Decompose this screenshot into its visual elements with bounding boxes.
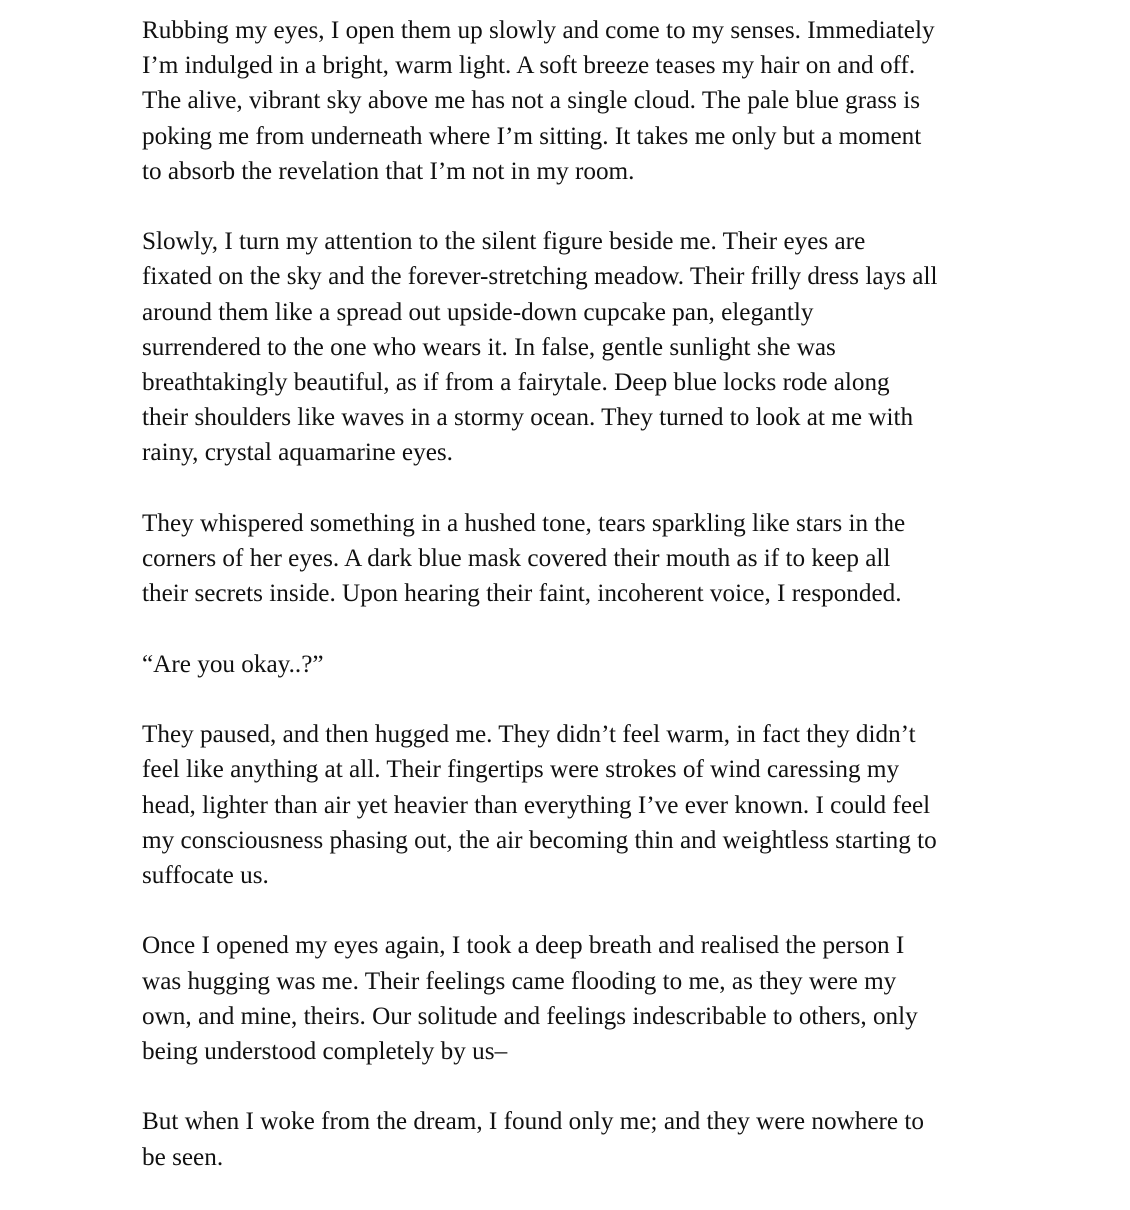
document-body — [142, 13, 1002, 1210]
text-line: to absorb the revelation that I’m not in my room. — [142, 157, 635, 185]
paragraph-7 — [142, 1104, 1002, 1174]
text-line: my consciousness phasing out, the air becoming thin and weightless starting to — [142, 826, 937, 854]
paragraph-1 — [142, 13, 1002, 189]
text-line: their shoulders like waves in a stormy ocean. They turned to look at me with — [142, 404, 914, 432]
text-line: own, and mine, theirs. Our solitude and feelings indescribable to others, only — [142, 1002, 918, 1030]
text-line: They paused, and then hugged me. They didn’t feel warm, in fact they didn’t — [142, 721, 916, 749]
text-line: rainy, crystal aquamarine eyes. — [142, 439, 453, 467]
text-line: Once I opened my eyes again, I took a deep breath and realised the person I — [142, 932, 905, 960]
text-line: around them like a spread out upside-down cupcake pan, elegantly — [142, 298, 814, 326]
paragraph-2 — [142, 224, 1002, 470]
text-line: I’m indulged in a bright, warm light. A soft breeze teases my hair on and off. — [142, 52, 916, 80]
text-line: their secrets inside. Upon hearing their faint, incoherent voice, I responded. — [142, 580, 902, 608]
text-line: Rubbing my eyes, I open them up slowly and come to my senses. Immediately — [142, 17, 935, 44]
text-line: The alive, vibrant sky above me has not a single cloud. The pale blue grass is — [142, 87, 921, 115]
text-line: They whispered something in a hushed tone, tears sparkling like stars in the — [142, 509, 906, 537]
paragraph-6 — [142, 928, 1002, 1069]
text-line: surrendered to the one who wears it. In false, gentle sunlight she was — [142, 333, 836, 361]
text-line: suffocate us. — [142, 861, 269, 889]
text-line: corners of her eyes. A dark blue mask covered their mouth as if to keep all — [142, 545, 891, 573]
text-line: breathtakingly beautiful, as if from a fairytale. Deep blue locks rode along — [142, 368, 890, 396]
text-line: be seen. — [142, 1143, 224, 1171]
text-line: was hugging was me. Their feelings came flooding to me, as they were my — [142, 967, 897, 995]
text-line: fixated on the sky and the forever-stretching meadow. Their frilly dress lays all — [142, 263, 938, 291]
dialogue-line: “Are you okay..?” — [142, 650, 324, 678]
paragraph-5 — [142, 717, 1002, 893]
paragraph-4-dialogue — [142, 647, 1002, 682]
paragraph-3 — [142, 506, 1002, 612]
text-line: Slowly, I turn my attention to the silent figure beside me. Their eyes are — [142, 228, 866, 256]
text-line: poking me from underneath where I’m sitting. It takes me only but a moment — [142, 122, 922, 150]
text-line: But when I woke from the dream, I found only me; and they were nowhere to — [142, 1108, 924, 1136]
text-line: head, lighter than air yet heavier than everything I’ve ever known. I could feel — [142, 791, 931, 819]
text-line: being understood completely by us– — [142, 1037, 508, 1065]
text-line: feel like anything at all. Their fingertips were strokes of wind caressing my — [142, 756, 900, 784]
